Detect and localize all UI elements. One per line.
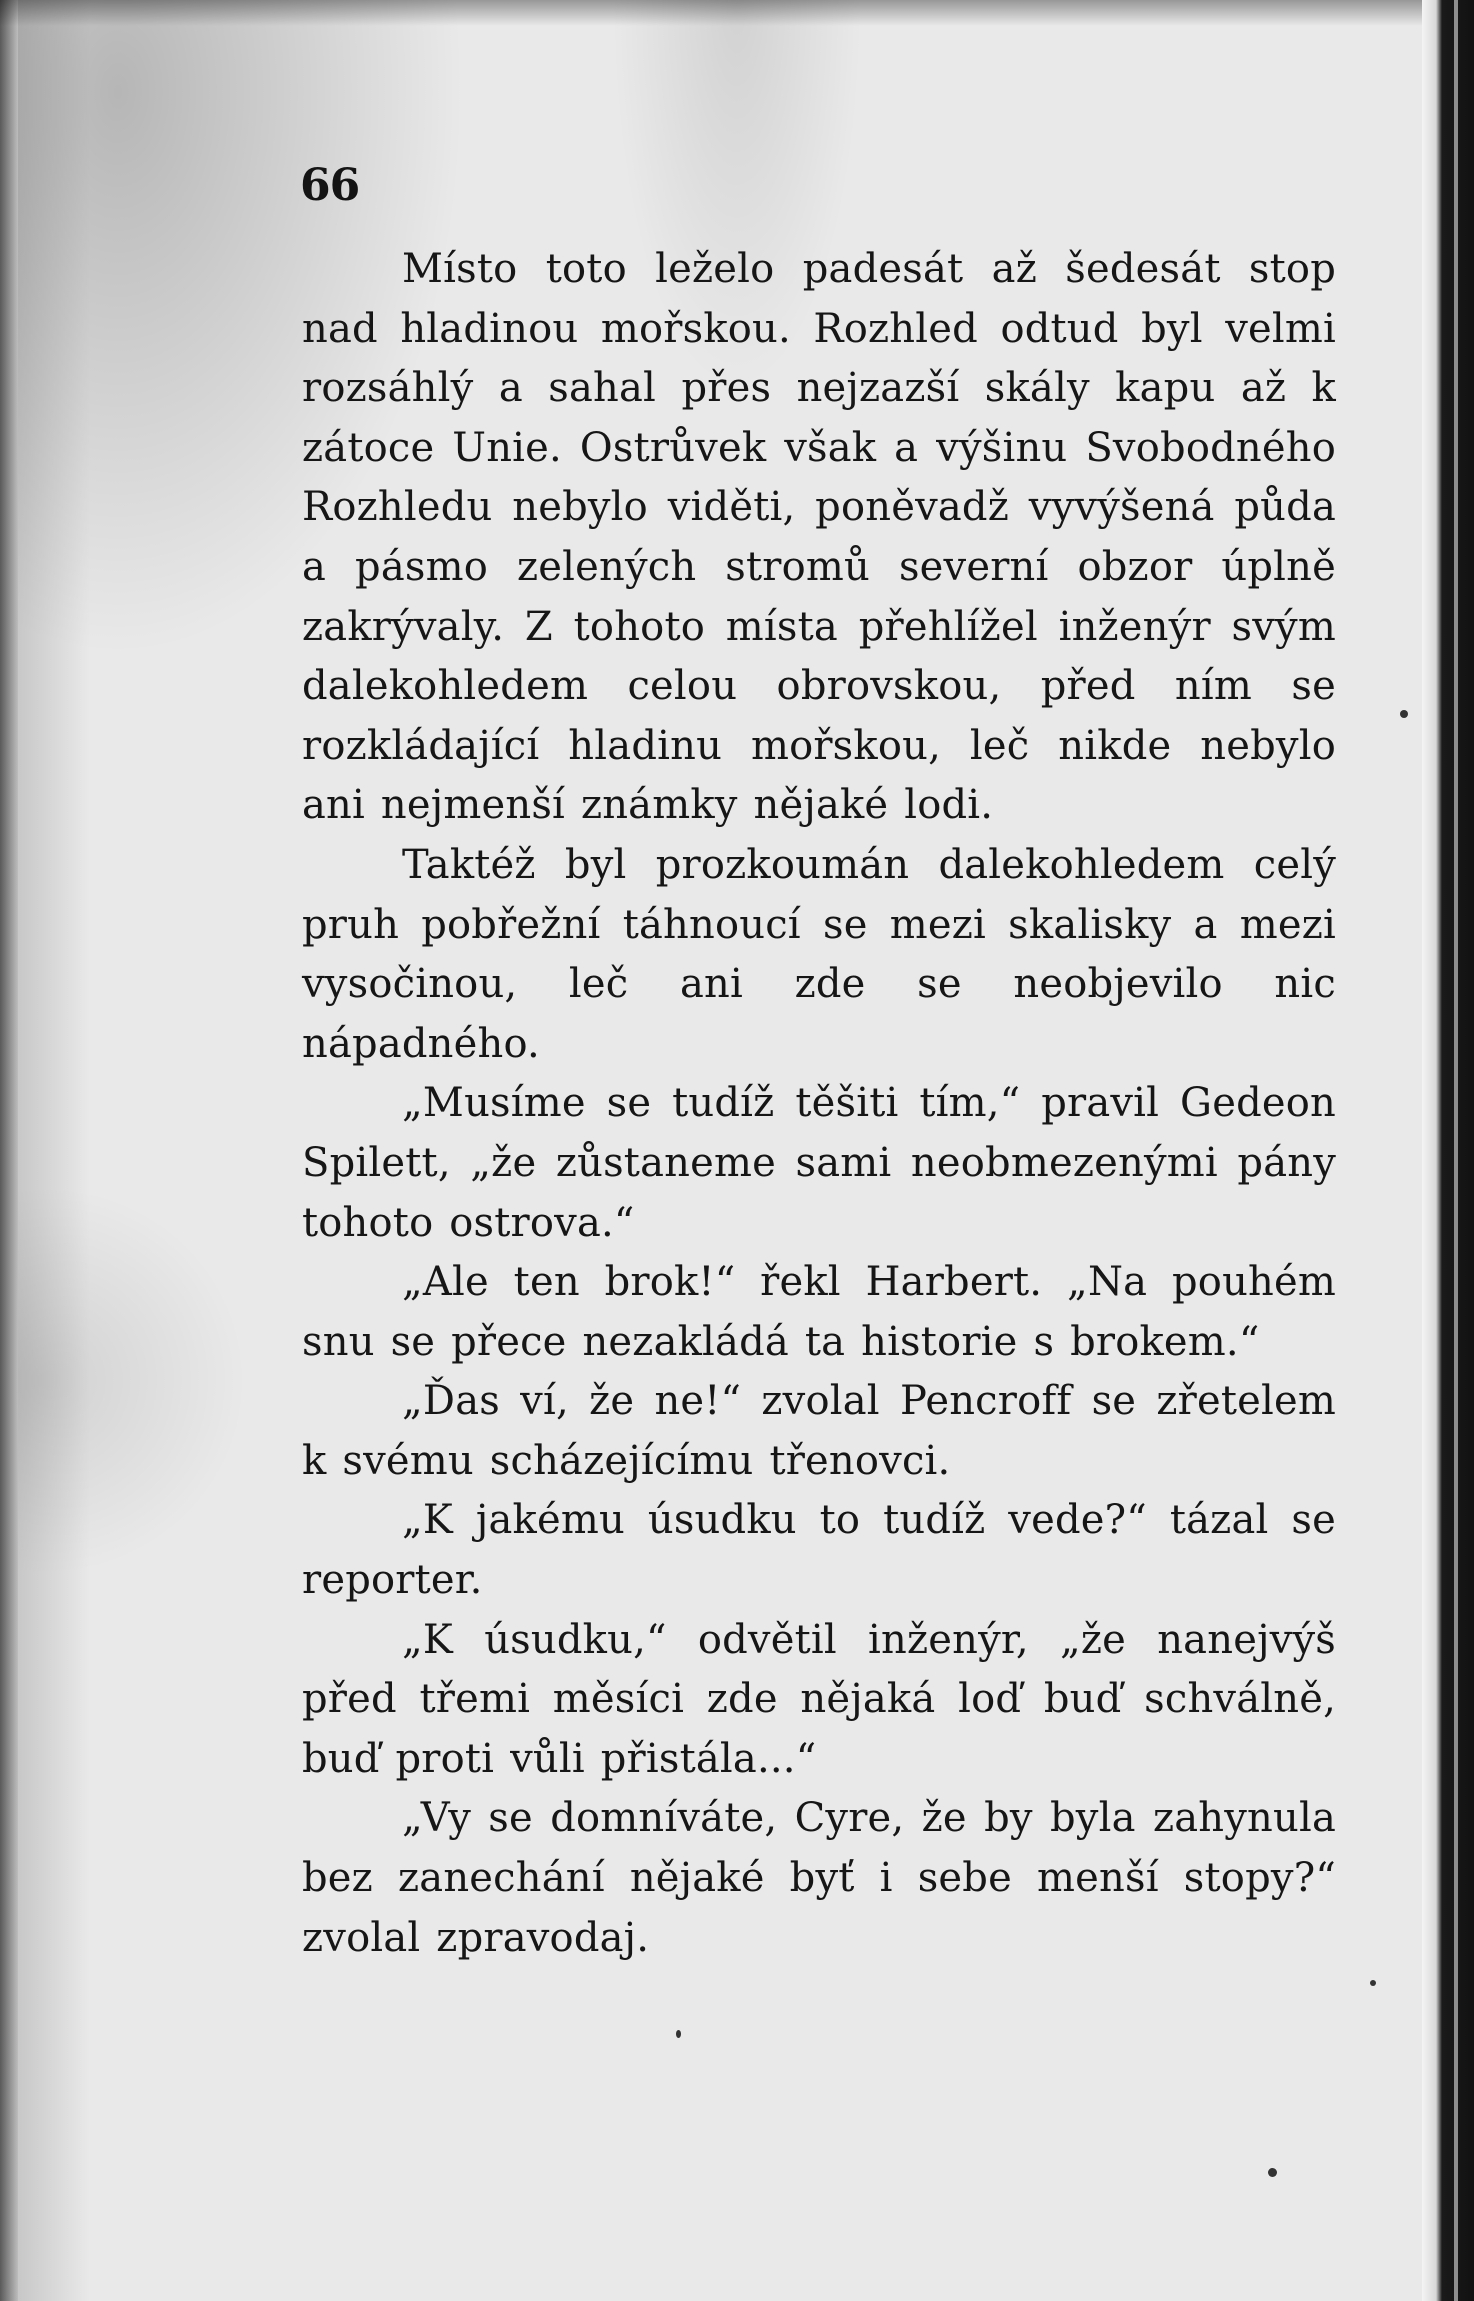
paragraph: „Musíme se tudíž těšiti tím,“ pravil Gedeon Spilett, „že zůstaneme sami neobmezenými pány tohoto ostrova.“ xyxy=(302,1080,1336,1246)
page-top-shadow xyxy=(0,0,1474,26)
page-number: 66 xyxy=(300,160,360,211)
paragraph: „Ale ten brok!“ řekl Harbert. „Na pouhém snu se přece nezakládá ta historie s brokem.“ xyxy=(302,1259,1336,1365)
scan-speck xyxy=(676,2030,681,2038)
scan-speck xyxy=(1370,1980,1376,1986)
scan-speck xyxy=(1268,2168,1277,2177)
paragraph: „K jakému úsudku to tudíž vede?“ tázal se reporter. xyxy=(302,1497,1336,1604)
paragraph: „Vy se domníváte, Cyre, že by byla zahynula bez zanechání nějaké byť i sebe menší stopy?“ zvolal zpravodaj. xyxy=(302,1795,1336,1961)
paragraph: Taktéž byl prozkoumán dalekohledem celý pruh pobřežní táhnoucí se mezi skalisky a mezi vysočinou, leč ani zde se neobjevilo nic nápadného. xyxy=(302,841,1336,1067)
book-binding-edge xyxy=(1422,0,1474,2301)
paragraph: „K úsudku,“ odvětil inženýr, „že nanejvýš před třemi měsíci zde nějaká loď buď schválně, buď proti vůli přistála...“ xyxy=(302,1616,1336,1782)
page-left-shadow xyxy=(0,0,18,2301)
binding-highlight xyxy=(1454,0,1458,2301)
paragraph: Místo toto leželo padesát až šedesát stop nad hladinou mořskou. Rozhled odtud byl velmi rozsáhlý a sahal přes nejzazší skály kapu až k zátoce Unie. Ostrůvek však a výšinu Svobodného Rozhledu nebylo viděti, poněvadž vyvýšená půda a pásmo zelených stromů severní obzor úplně zakrývaly. Z tohoto místa přehlížel inženýr svým dalekohledem celou obrovskou, před ním se rozkládající hladinu mořskou, leč nikde nebylo ani nejmenší známky nějaké lodi. xyxy=(302,246,1336,829)
paragraph: „Ďas ví, že ne!“ zvolal Pencroff se zřetelem k svému scházejícímu třenovci. xyxy=(302,1378,1336,1484)
body-text xyxy=(302,240,1336,1968)
scan-speck xyxy=(1400,710,1408,718)
